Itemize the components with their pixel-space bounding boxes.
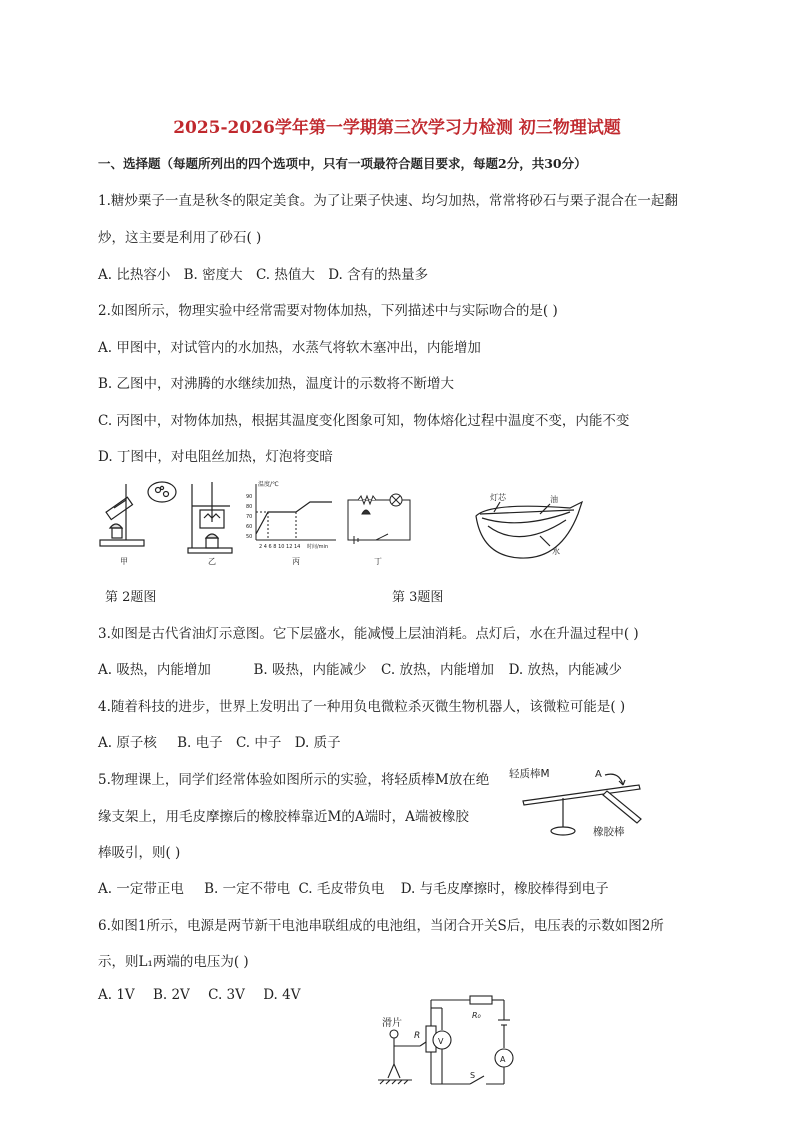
label-rod-m: 轻质棒M — [509, 768, 550, 780]
question-2-stem: 2.如图所示，物理实验中经常需要对物体加热，下列描述中与实际吻合的是( ) — [98, 303, 558, 319]
option-a[interactable]: A. 比热容小 — [98, 267, 171, 283]
question-2-figure — [96, 478, 426, 572]
question-6-line-2: 示，则L₁两端的电压为( ) — [98, 954, 249, 970]
option-a[interactable]: A. 1V — [98, 987, 135, 1003]
graph-xticks: 2 4 6 8 10 12 14 — [259, 544, 301, 550]
question-6-line-1: 6.如图1所示，电源是两节新干电池串联组成的电池组，当闭合开关S后，电压表的示数如图2所 — [98, 918, 664, 934]
figure-bing-graph — [256, 484, 336, 540]
question-3-stem: 3.如图是古代省油灯示意图。它下层盛水，能减慢上层油消耗。点灯后，水在升温过程中( ) — [98, 626, 639, 642]
section-heading: 一、选择题（每题所列出的四个选项中，只有一项最符合题目要求，每题2分，共30分） — [98, 156, 587, 171]
question-5-figure — [505, 765, 665, 841]
graph-xlabel: 时间/min — [307, 544, 329, 550]
label-voltmeter: V — [438, 1037, 444, 1046]
question-3-figure — [470, 490, 590, 570]
graph-ytick: 90 — [246, 494, 253, 500]
label-r0: R₀ — [472, 1011, 481, 1020]
question-5-line-1: 5.物理课上，同学们经常体验如图所示的实验，将轻质棒M放在绝 — [98, 772, 490, 788]
figure-2-caption: 第 2题图 — [105, 590, 157, 605]
option-c[interactable]: C. 3V — [208, 987, 245, 1003]
option-a[interactable]: A. 原子核 — [98, 735, 157, 751]
question-2-option-d[interactable]: D. 丁图中，对电阻丝加热，灯泡将变暗 — [98, 449, 333, 465]
question-5-line-2: 缘支架上，用毛皮摩擦后的橡胶棒靠近M的A端时，A端被橡胶 — [98, 809, 469, 825]
page-title: 2025-2026学年第一学期第三次学习力检测 初三物理试题 — [173, 118, 621, 138]
figure-label-yi: 乙 — [208, 557, 216, 566]
label-r: R — [414, 1031, 421, 1041]
figure-label-ding: 丁 — [374, 557, 382, 566]
question-2-option-a[interactable]: A. 甲图中，对试管内的水加热，水蒸气将软木塞冲出，内能增加 — [98, 340, 481, 356]
question-1-options — [98, 263, 437, 283]
option-c[interactable]: C. 中子 — [235, 735, 282, 751]
label-slider: 滑片 — [382, 1018, 402, 1029]
graph-ylabel: 温度/℃ — [258, 481, 279, 488]
question-1-line-1: 1.糖炒栗子一直是秋冬的限定美食。为了让栗子快速、均匀加热，常常将砂石与栗子混合在一起翻 — [98, 193, 678, 209]
graph-ytick: 60 — [246, 524, 253, 530]
question-2-option-c[interactable]: C. 丙图中，对物体加热，根据其温度变化图象可知，物体熔化过程中温度不变，内能不变 — [98, 413, 630, 429]
figure-3-caption: 第 3题图 — [392, 590, 444, 605]
option-d[interactable]: D. 与毛皮摩擦时，橡胶棒得到电子 — [400, 881, 609, 897]
figure-label-jia: 甲 — [120, 557, 128, 566]
figure-yi — [188, 482, 232, 553]
question-5-line-3: 棒吸引，则( ) — [98, 845, 181, 861]
option-d[interactable]: D. 质子 — [294, 735, 341, 751]
option-b[interactable]: B. 密度大 — [183, 267, 243, 283]
label-switch: S — [470, 1071, 476, 1080]
graph-ytick: 80 — [246, 504, 253, 510]
label-end-a: A — [595, 769, 602, 780]
option-c[interactable]: C. 放热，内能增加 — [381, 662, 494, 678]
figure-label-bing: 丙 — [292, 557, 300, 566]
question-3-options — [98, 658, 622, 678]
label-wick: 灯芯 — [490, 493, 506, 502]
graph-ytick: 70 — [246, 514, 253, 520]
graph-ytick: 50 — [246, 534, 253, 540]
question-6-figure — [376, 994, 520, 1094]
figure-ding-circuit — [348, 494, 410, 544]
question-1-line-2: 炒，这主要是利用了砂石( ) — [98, 230, 262, 246]
option-c[interactable]: C. 毛皮带负电 — [298, 881, 385, 897]
option-b[interactable]: B. 一定不带电 — [204, 881, 291, 897]
option-a[interactable]: A. 吸热，内能增加 — [98, 662, 211, 678]
option-c[interactable]: C. 热值大 — [255, 267, 315, 283]
option-d[interactable]: D. 含有的热量多 — [328, 267, 429, 283]
question-2-option-b[interactable]: B. 乙图中，对沸腾的水继续加热，温度计的示数将不断增大 — [98, 376, 455, 392]
label-oil: 油 — [550, 495, 558, 504]
option-b[interactable]: B. 2V — [152, 987, 190, 1003]
label-rubber-rod: 橡胶棒 — [593, 826, 625, 838]
option-b[interactable]: B. 电子 — [177, 735, 223, 751]
question-4-options — [98, 731, 350, 751]
option-b[interactable]: B. 吸热，内能减少 — [253, 662, 367, 678]
question-5-options — [98, 877, 618, 897]
option-d[interactable]: D. 4V — [263, 987, 301, 1003]
label-ammeter: A — [500, 1055, 506, 1064]
figure-jia — [100, 482, 176, 546]
label-water: 水 — [552, 547, 560, 556]
option-a[interactable]: A. 一定带正电 — [98, 881, 184, 897]
question-4-stem: 4.随着科技的进步，世界上发明出了一种用负电微粒杀灭微生物机器人，该微粒可能是( ) — [98, 699, 626, 715]
question-6-options — [98, 987, 309, 1003]
option-d[interactable]: D. 放热，内能减少 — [508, 662, 623, 678]
